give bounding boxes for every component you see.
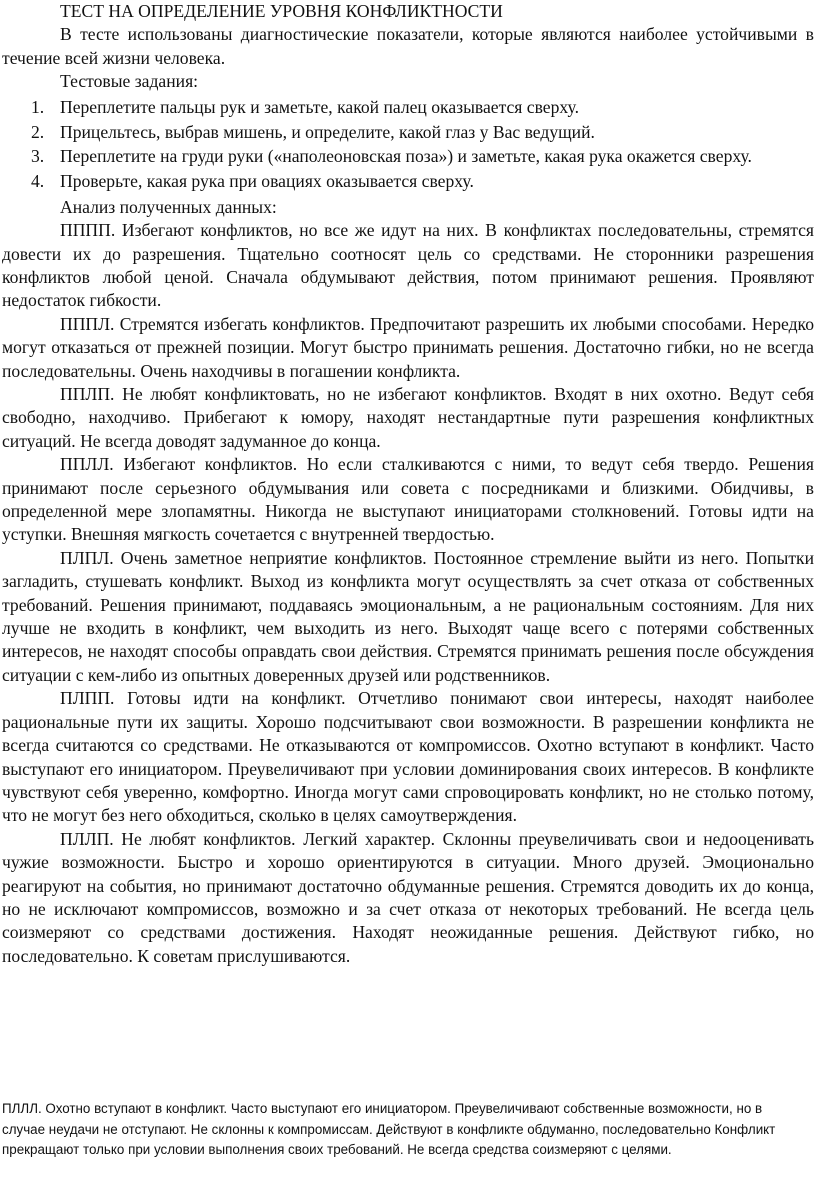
task-number: 1. — [31, 96, 45, 117]
analysis-paragraph-plpl: ПЛПЛ. Очень заметное неприятие конфликтов. Постоянное стремление выйти из него. Попытки загладить, стушевать конфликт. Выход из конфликта могут осуществлять за счет отказа от собственных требований. Решения принимают, поддаваясь эмоциональным, а не рациональным состояниям. Для них лучше не входить в конфликт, чем выходить из него. Выходят чаще всего с потерями собственных интересов, не находят способы оправдать свои действия. Стремятся принимать решения после обсуждения ситуации с кем-либо из опытных доверенных друзей или родственников. — [2, 547, 814, 685]
analysis-heading: Анализ полученных данных: — [60, 196, 277, 217]
task-number: 4. — [31, 171, 45, 192]
analysis-paragraph-pppp: ПППП. Избегают конфликтов, но все же идут на них. В конфликтах последовательны, стремятся довести их до разрешения. Тщательно соотносят цель со средствами. Не сторонники разрешения конфликтов любой ценой. Сначала обдумывают действия, потом принимают решения. Проявляют недостаток гибкости. — [2, 220, 814, 311]
task-number: 3. — [31, 146, 45, 167]
document-body — [2, 0, 814, 968]
analysis-paragraph-pplp: ППЛП. Не любят конфликтовать, но не избегают конфликтов. Входят в них охотно. Ведут себя свободно, находчиво. Прибегают к юмору, находят нестандартные пути разрешения конфликтных ситуаций. Не всегда доводят задуманное до конца. — [2, 384, 814, 451]
task-item — [2, 145, 814, 168]
task-item — [2, 170, 814, 193]
task-text: Прицельтесь, выбрав мишень, и определите, какой глаз у Вас ведущий. — [60, 121, 595, 142]
task-number: 2. — [31, 121, 45, 142]
footer-note — [2, 1099, 802, 1161]
analysis-paragraph-plll: ПЛЛЛ. Охотно вступают в конфликт. Часто выступают его инициатором. Преувеличивают собственные возможности, но в случае неудачи не отступают. Не склонны к компромиссам. Действуют в конфликте обдуманно, последовательно Конфликт прекращают только при условии выполнения своих требований. Не всегда средства соизмеряют с целями. — [2, 1101, 776, 1157]
analysis-paragraph-plpp: ПЛПП. Готовы идти на конфликт. Отчетливо понимают свои интересы, находят наиболее рациональные пути их защиты. Хорошо подсчитывают свои возможности. В разрешении конфликта не всегда считаются со средствами. Не отказываются от компромиссов. Охотно вступают в конфликт. Часто выступают его инициатором. Преувеличивают при условии доминирования своих интересов. В конфликте чувствуют себя уверенно, комфортно. Иногда могут сами спровоцировать конфликт, но не столько потому, что не могут без него обходиться, сколько в целях самоутверждения. — [2, 688, 814, 826]
analysis-paragraph-pllp: ПЛЛП. Не любят конфликтов. Легкий характер. Склонны преувеличивать свои и недооценивать чужие возможности. Быстро и хорошо ориентируются в ситуации. Много друзей. Эмоционально реагируют на события, но принимают достаточно обдуманные решения. Стремятся доводить их до конца, но не исключают компромиссов, возможно и за счет отказа от некоторых требований. Не всегда цель соизмеряют со средствами достижения. Находят неожиданные решения. Действуют гибко, но последовательно. К советам прислушиваются. — [2, 828, 814, 966]
analysis-paragraph-ppll: ППЛЛ. Избегают конфликтов. Но если сталкиваются с ними, то ведут себя твердо. Решения принимают после серьезного обдумывания или совета с посредниками и близкими. Обидчивы, в определенной мере злопамятны. Никогда не выступают инициаторами столкновений. Готовы идти на уступки. Внешняя мягкость сочетается с внутренней твердостью. — [2, 454, 814, 545]
task-item — [2, 121, 814, 144]
task-text: Переплетите пальцы рук и заметьте, какой палец оказывается сверху. — [60, 96, 579, 117]
task-text: Переплетите на груди руки («наполеоновская поза») и заметьте, какая рука окажется сверху. — [60, 146, 752, 167]
intro-paragraph: В тесте использованы диагностические показатели, которые являются наиболее устойчивыми в течение всей жизни человека. — [2, 24, 814, 68]
document-title: ТЕСТ НА ОПРЕДЕЛЕНИЕ УРОВНЯ КОНФЛИКТНОСТИ — [60, 1, 503, 21]
analysis-paragraph-pppl: ПППЛ. Стремятся избегать конфликтов. Предпочитают разрешить их любыми способами. Нередко могут отказаться от прежней позиции. Могут быстро принимать решения. Достаточно гибки, но не всегда последовательны. Очень находчивы в погашении конфликта. — [2, 313, 814, 381]
tasks-list — [2, 96, 814, 194]
tasks-heading: Тестовые задания: — [60, 71, 199, 92]
task-item — [2, 96, 814, 119]
task-text: Проверьте, какая рука при овациях оказывается сверху. — [60, 171, 474, 192]
